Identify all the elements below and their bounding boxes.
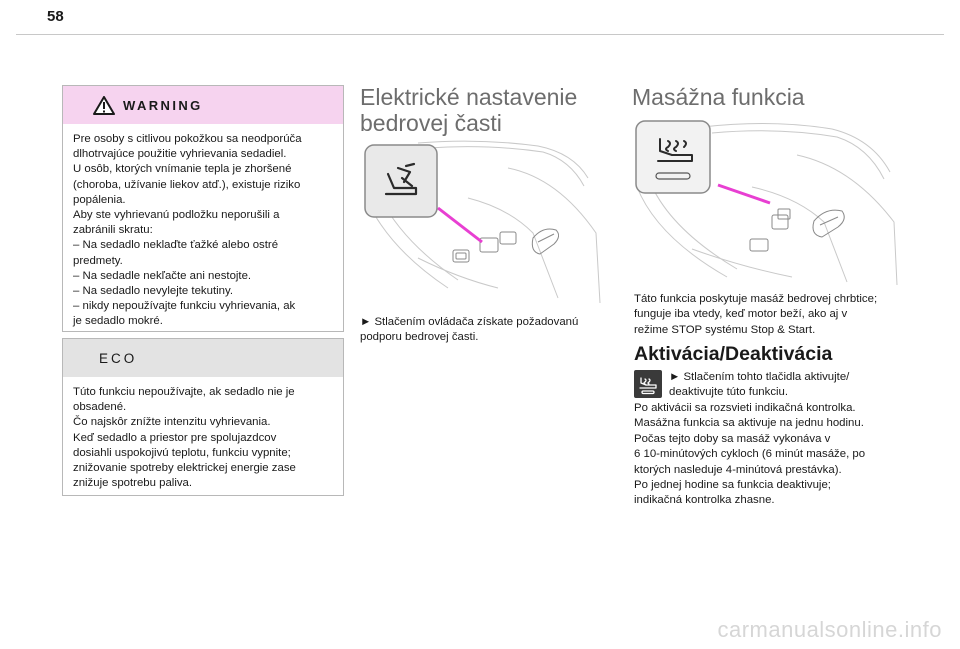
massage-intro: Táto funkcia poskytuje masáž bedrovej chrbtice; funguje iba vtedy, keď motor beží, ako aj v režime STOP systému Stop & Start. — [634, 293, 878, 336]
page-number: 58 — [47, 8, 64, 25]
lumbar-seat-illustration — [358, 138, 604, 308]
eco-box — [62, 338, 344, 496]
massage-icon-tile — [636, 121, 710, 193]
warning-triangle-icon — [93, 96, 115, 115]
warning-text: Pre osoby s citlivou pokožkou sa neodporúča dlhotrvajúce použitie vyhrievania sedadiel. U osôb, ktorých vnímanie tepla je zhoršené (choroba, užívanie liekov atď.), existuje riziko popálenia. Aby ste vyhrievanú podložku neporušili a zabránili skratu: – Na sedadlo neklaďte ťažké alebo ostré predmety. – Na sedadle nekľačte ani nestojte. – Na sedadlo nevylejte tekutiny. – nikdy nepoužívajte funkciu vyhrievania, ak je sedadlo mokré. — [73, 133, 302, 328]
massage-button-icon — [634, 370, 662, 398]
activation-step: ► Stlačením tohto tlačidla aktivujte/ deaktivujte túto funkciu. — [669, 371, 850, 399]
warning-box — [62, 85, 344, 332]
warning-header — [63, 86, 343, 124]
watermark: carmanualsonline.info — [717, 617, 942, 642]
massage-pointer — [718, 185, 770, 203]
lumbar-icon-tile — [365, 145, 437, 217]
lumbar-heading: Elektrické nastavenie bedrovej časti — [360, 84, 578, 136]
warning-title: WARNING — [123, 97, 203, 113]
massage-seat-illustration — [632, 117, 900, 287]
lumbar-instruction: ► Stlačením ovládača získate požadovanú podporu bedrovej časti. — [360, 316, 579, 344]
massage-heading: Masážna funkcia — [632, 84, 805, 110]
eco-body — [63, 377, 343, 499]
massage-details: Po aktivácii sa rozsvieti indikačná kontrolka. Masážna funkcia sa aktivuje na jednu hodinu. Počas tejto doby sa masáž vykonáva v 6 10-minútových cykloch (6 minút masáže, po ktorých nasleduje 4-minútová prestávka). Po jednej hodine sa funkcia deaktivuje; indikačná kontrolka zhasne. — [634, 402, 866, 507]
top-divider — [16, 34, 944, 35]
lumbar-pointer — [438, 208, 482, 242]
eco-text: Túto funkciu nepoužívajte, ak sedadlo nie je obsadené. Čo najskôr znížte intenzitu vyhrievania. Keď sedadlo a priestor pre spolujazdcov dosiahli uspokojivú teplotu, funkciu vypnite; znižovanie spotreby elektrickej energie zase znižuje spotrebu paliva. — [73, 386, 296, 490]
eco-title: ECO — [99, 350, 138, 366]
activation-heading: Aktivácia/Deaktivácia — [634, 343, 833, 365]
eco-header — [63, 339, 343, 377]
warning-body — [63, 124, 343, 338]
